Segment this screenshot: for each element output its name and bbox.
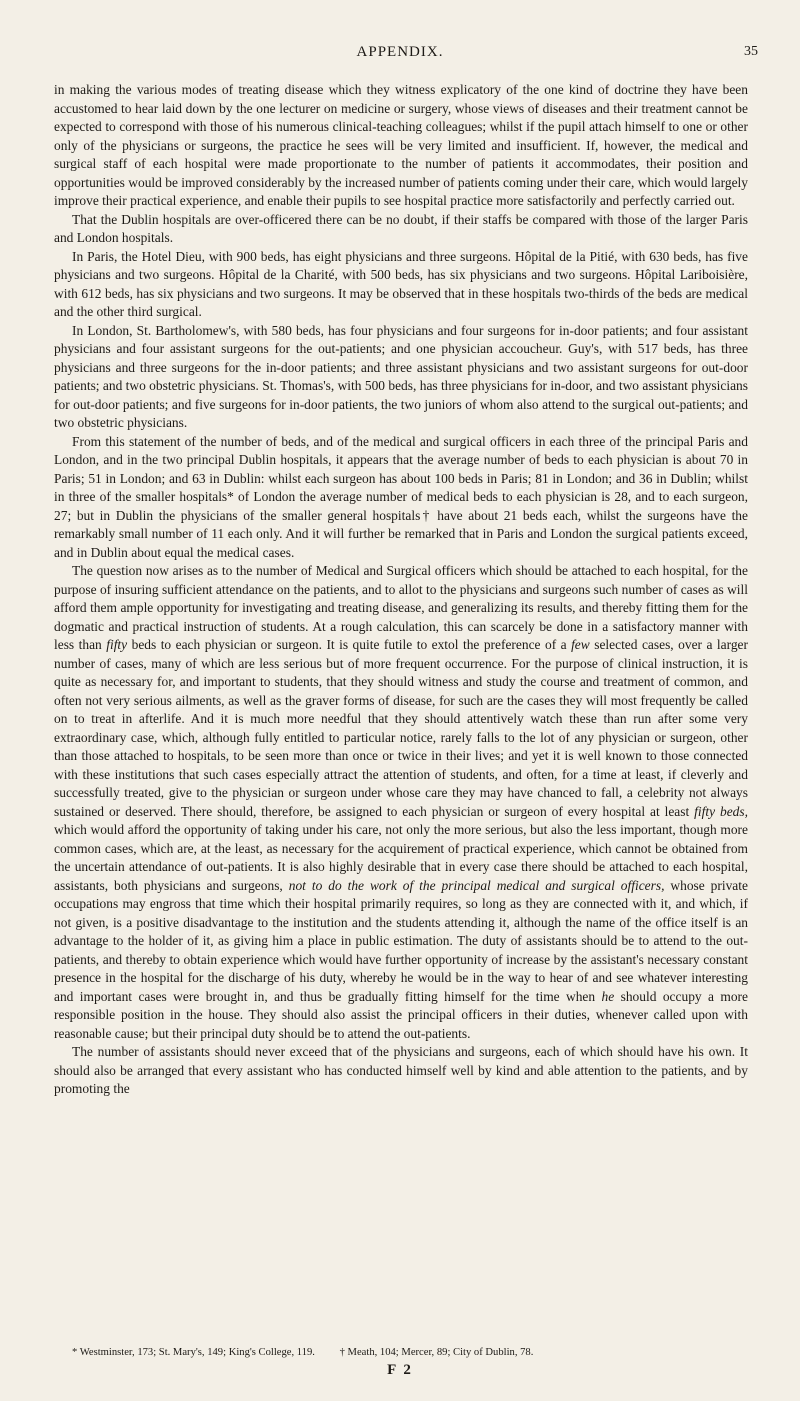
italic-emphasis: fifty bbox=[106, 637, 128, 652]
running-head-title: APPENDIX. bbox=[356, 44, 444, 60]
paragraph: The number of assistants should never exceed that of the physicians and surgeons, each of which should have his own. It should also be arranged that every assistant who has conducted himself well by kind and able attention to the patients, and by promoting the bbox=[54, 1044, 748, 1096]
signature-mark: F 2 bbox=[387, 1362, 413, 1378]
paragraph: From this statement of the number of beds, and of the medical and surgical officers in each three of the principal Paris and London, and in the two principal Dublin hospitals, it appears that the average number of beds to each physician is about 70 in Paris; 51 in London; and 63 in Dublin: whilst each surgeon has about 100 beds in Paris; 81 in London; and 36 in Dublin; whilst in three of the smaller hospitals* of London the average number of medical beds to each physician is 28, and to each surgeon, 27; but in Dublin the physicians of the smaller general hospitals† have about 21 beds each, whilst the surgeons have the remarkably small number of 11 each only. And it will further be remarked that in Paris and London the surgical patients exceed, and in Dublin about equal the medical cases. bbox=[54, 433, 748, 560]
italic-emphasis: not to do the work of the principal medical and surgical officers, bbox=[288, 877, 665, 893]
paragraph: That the Dublin hospitals are over-officered there can be no doubt, if their staffs be compared with those of the larger Paris and London hospitals. bbox=[54, 211, 748, 245]
italic-emphasis: fifty beds, bbox=[694, 803, 748, 819]
italic-emphasis: few bbox=[571, 637, 590, 652]
paragraph: The question now arises as to the number of Medical and Surgical officers which should be attached to each hospital, for the purpose of insuring sufficient attendance on the patients, and to allot to the physicians and surgeons such number of cases as will afford them ample opportunity for investigating and treating disease, and generalizing its results, and thereby fitting them for the dogmatic and practical instruction of students. At a rough calculation, this can scarcely be done in a satisfactory manner with less than fifty beds to each physician or surgeon. It is quite futile to extol the preference of a few selected cases, over a larger number of cases, many of which are less serious but of more frequent occurrence. For the purpose of clinical instruction, it is quite as necessary for, and important to students, that they should witness and study the course and treatment of common, and often not very serious ailments, as well as the graver forms of disease, for such are the cases they will most frequently be called on to treat in afterlife. And it is much more needful that they should attentively watch these than run after some very extraordinary case, which, although fully entitled to particular notice, rarely falls to the lot of any physician or surgeon, other than those attached to hospitals, to be seen more than once or twice in their lives; and yet it is well known to those connected with these institutions that such cases especially attract the attention of students, and often, for a time at least, if cleverly and successfully treated, give to the physician or surgeon under whose care they may have chanced to fall, a celebrity not always sustained or deserved. There should, therefore, be assigned to each physician or surgeon of every hospital at least fifty beds, which would afford the opportunity of taking under his care, not only the more serious, but also the less important, though more common cases, which are, at the least, as necessary for the acquirement of practical experience, which cannot be obtained from the uncertain attendance of out-patients. It is also highly desirable that in every case there should be attached to each hospital, assistants, both physicians and surgeons, not to do the work of the principal medical and surgical officers, whose private occupations may engross that time which their hospital primarily requires, so long as they are connected with it, and which, if not given, is a positive disadvantage to the institution and the students attending it, although the name of the office itself is an advantage to the holder of it, as giving him a place in public estimation. The duty of assistants should be to attend to the out-patients, and thereby to obtain experience which would have further opportunity of increase by the assistant's necessary constant presence in the hospital for the discharge of his duty, whereby he would be in the way to hear of and see whatever interesting and important cases were brought in, and thus be gradually fitting himself for the time when he should occupy a more responsible position in the house. They should also assist the principal officers in their duties, whenever called upon with reasonable cause; but their principal duty should be to attend the out-patients. bbox=[54, 563, 748, 1041]
footnote-star: * Westminster, 173; St. Mary's, 149; King's College, 119. bbox=[72, 1347, 315, 1358]
italic-emphasis: he bbox=[601, 988, 615, 1004]
running-head bbox=[0, 44, 800, 64]
body-text bbox=[54, 81, 748, 1099]
footnote-dagger: † Meath, 104; Mercer, 89; City of Dublin, 78. bbox=[339, 1347, 534, 1358]
footnotes bbox=[54, 1346, 748, 1360]
paragraph: In Paris, the Hotel Dieu, with 900 beds, has eight physicians and three surgeons. Hôpital de la Pitié, with 630 beds, has five physicians and two surgeons. Hôpital de la Charité, with 500 beds, has six physicians and two surgeons. Hôpital Lariboisière, with 612 beds, has six physicians and two surgeons. It may be observed that in these hospitals two-thirds of the beds are medical and the other third surgical. bbox=[54, 248, 748, 319]
page-number: 35 bbox=[744, 44, 758, 59]
paragraph: In London, St. Bartholomew's, with 580 beds, has four physicians and four surgeons for in-door patients; and four assistant physicians and four assistant surgeons for the out-patients; and one physician accoucheur. Guy's, with 517 beds, has three physicians and three surgeons for the in-door patients; and three assistant physicians and two assistant surgeons for out-door patients; and two obstetric physicians. St. Thomas's, with 500 beds, has three physicians for in-door, and two assistant physicians for out-door patients; and five surgeons for in-door patients, the two juniors of whom also attend to the surgical out-patients; and two obstetric physicians. bbox=[54, 322, 748, 430]
paragraph: in making the various modes of treating disease which they witness explicatory of the one kind of doctrine they have been accustomed to hear laid down by the one lecturer on medicine or surgery, whose views of diseases and their treatment cannot be expected to correspond with those of his numerous clinical-teaching colleagues; whilst if the pupil attach himself to one or other only of the physicians or surgeons, the practice he sees will be very limited and insufficient. If, however, the medical and surgical staff of each hospital were made proportionate to the number of patients it accommodates, their position and opportunities would be improved considerably by the increased number of patients coming under their care, which would largely improve their practical experience, and enable their pupils to see hospital practice more satisfactorily and perfectly carried out. bbox=[54, 82, 748, 208]
